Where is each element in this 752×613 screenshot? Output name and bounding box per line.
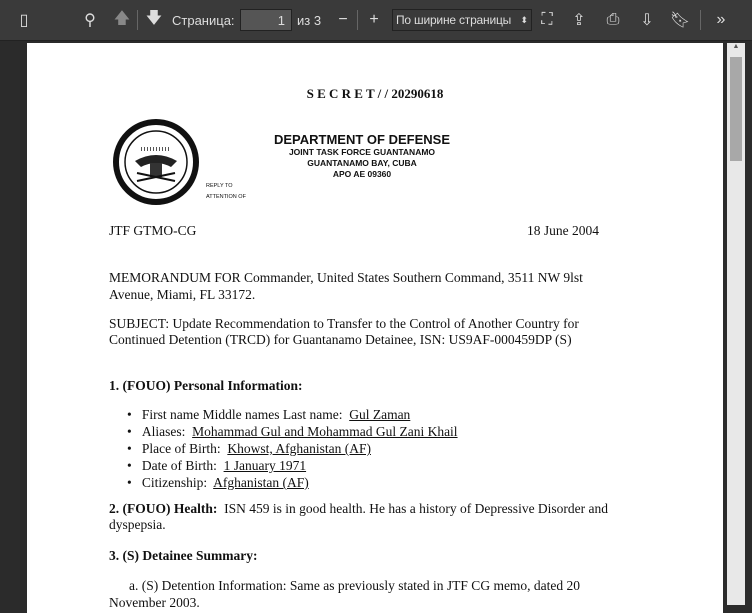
sidebar-toggle-icon[interactable]: ▯: [19, 12, 29, 29]
page-label: Страница:: [172, 12, 235, 28]
zoom-in-icon[interactable]: +: [369, 11, 379, 28]
zoom-select[interactable]: [392, 9, 532, 31]
section-3a: a. (S) Detention Information: Same as previously stated in JTF CG memo, dated 20: [129, 578, 581, 593]
divider: [700, 10, 701, 30]
field-value: 1 January 1971: [223, 458, 307, 473]
bookmark-icon[interactable]: 🔖︎: [669, 12, 691, 29]
field-label: Citizenship:: [141, 475, 208, 490]
scrollbar-thumb[interactable]: [730, 57, 742, 161]
bullet-icon: •: [127, 441, 132, 456]
field-value: Mohammad Gul and Mohammad Gul Zani Khail: [192, 424, 458, 439]
search-icon[interactable]: ⚲: [84, 12, 96, 29]
select-arrows-icon: ⬍: [520, 14, 528, 25]
letterhead-line: APO AE 09360: [332, 169, 392, 179]
pdf-page: [27, 43, 723, 613]
field-label: Aliases:: [141, 424, 186, 439]
field-label: First name Middle names Last name:: [141, 407, 343, 422]
field-label: Place of Birth:: [141, 441, 221, 456]
page-total: из 3: [297, 12, 322, 28]
dod-seal-logo: [113, 119, 199, 205]
section-2-heading: 2. (FOUO) Health:: [109, 501, 218, 516]
divider: [137, 10, 138, 30]
next-page-icon[interactable]: 🡇: [145, 9, 163, 27]
personal-info-item: [127, 407, 410, 423]
divider: [357, 10, 358, 30]
bullet-icon: •: [127, 475, 132, 490]
download-icon[interactable]: ⇩: [640, 12, 654, 29]
zoom-value: По ширине страницы: [396, 13, 512, 27]
field-label: Date of Birth:: [141, 458, 217, 473]
section-2-text: ISN 459 is in good health. He has a history of Depressive Disorder and: [224, 501, 609, 516]
dept-name: DEPARTMENT OF DEFENSE: [274, 132, 450, 147]
section-3-heading: 3. (S) Detainee Summary:: [109, 548, 258, 563]
presentation-mode-icon[interactable]: ⛶: [541, 11, 553, 28]
open-file-icon[interactable]: ⇪: [572, 12, 586, 29]
personal-info-item: [127, 458, 306, 474]
print-icon[interactable]: ⎙: [606, 11, 620, 28]
reply-to: REPLY TO: [206, 183, 233, 189]
classification: S E C R E T / / 20290618: [306, 86, 444, 101]
personal-info-item: [127, 424, 458, 440]
letterhead-line: GUANTANAMO BAY, CUBA: [307, 158, 417, 168]
personal-info-item: [127, 441, 371, 457]
personal-info-item: [127, 475, 309, 491]
memo-for-cont: Avenue, Miami, FL 33172.: [109, 287, 256, 302]
memo-for: MEMORANDUM FOR Commander, United States Southern Command, 3511 NW 9lst: [109, 270, 583, 285]
field-value: Khowst, Afghanistan (AF): [227, 441, 371, 456]
letterhead-line: JOINT TASK FORCE GUANTANAMO: [288, 147, 436, 157]
section-3a-cont: November 2003.: [109, 595, 200, 610]
bullet-icon: •: [127, 424, 132, 439]
zoom-out-icon[interactable]: −: [338, 11, 348, 28]
vertical-scrollbar[interactable]: [727, 43, 745, 605]
attention-of: ATTENTION OF: [206, 194, 246, 200]
tools-icon[interactable]: »: [716, 11, 726, 28]
bullet-icon: •: [127, 407, 132, 422]
office-code: JTF GTMO-CG: [109, 223, 197, 238]
bullet-icon: •: [127, 458, 132, 473]
subject: SUBJECT: Update Recommendation to Transfer to the Control of Another Country for: [109, 316, 579, 331]
field-value: Gul Zaman: [349, 407, 411, 422]
pdf-toolbar: [0, 0, 752, 41]
section-2-text-cont: dyspepsia.: [109, 517, 166, 532]
section-1-heading: 1. (FOUO) Personal Information:: [109, 378, 303, 393]
previous-page-icon[interactable]: 🡅: [113, 9, 131, 27]
field-value: Afghanistan (AF): [213, 475, 309, 490]
memo-date: 18 June 2004: [527, 223, 599, 238]
subject-cont: Continued Detention (TRCD) for Guantanamo Detainee, ISN: US9AF-000459DP (S): [109, 332, 572, 347]
page-number-input[interactable]: 1: [240, 9, 292, 31]
scroll-up-icon[interactable]: ▲: [732, 43, 740, 50]
